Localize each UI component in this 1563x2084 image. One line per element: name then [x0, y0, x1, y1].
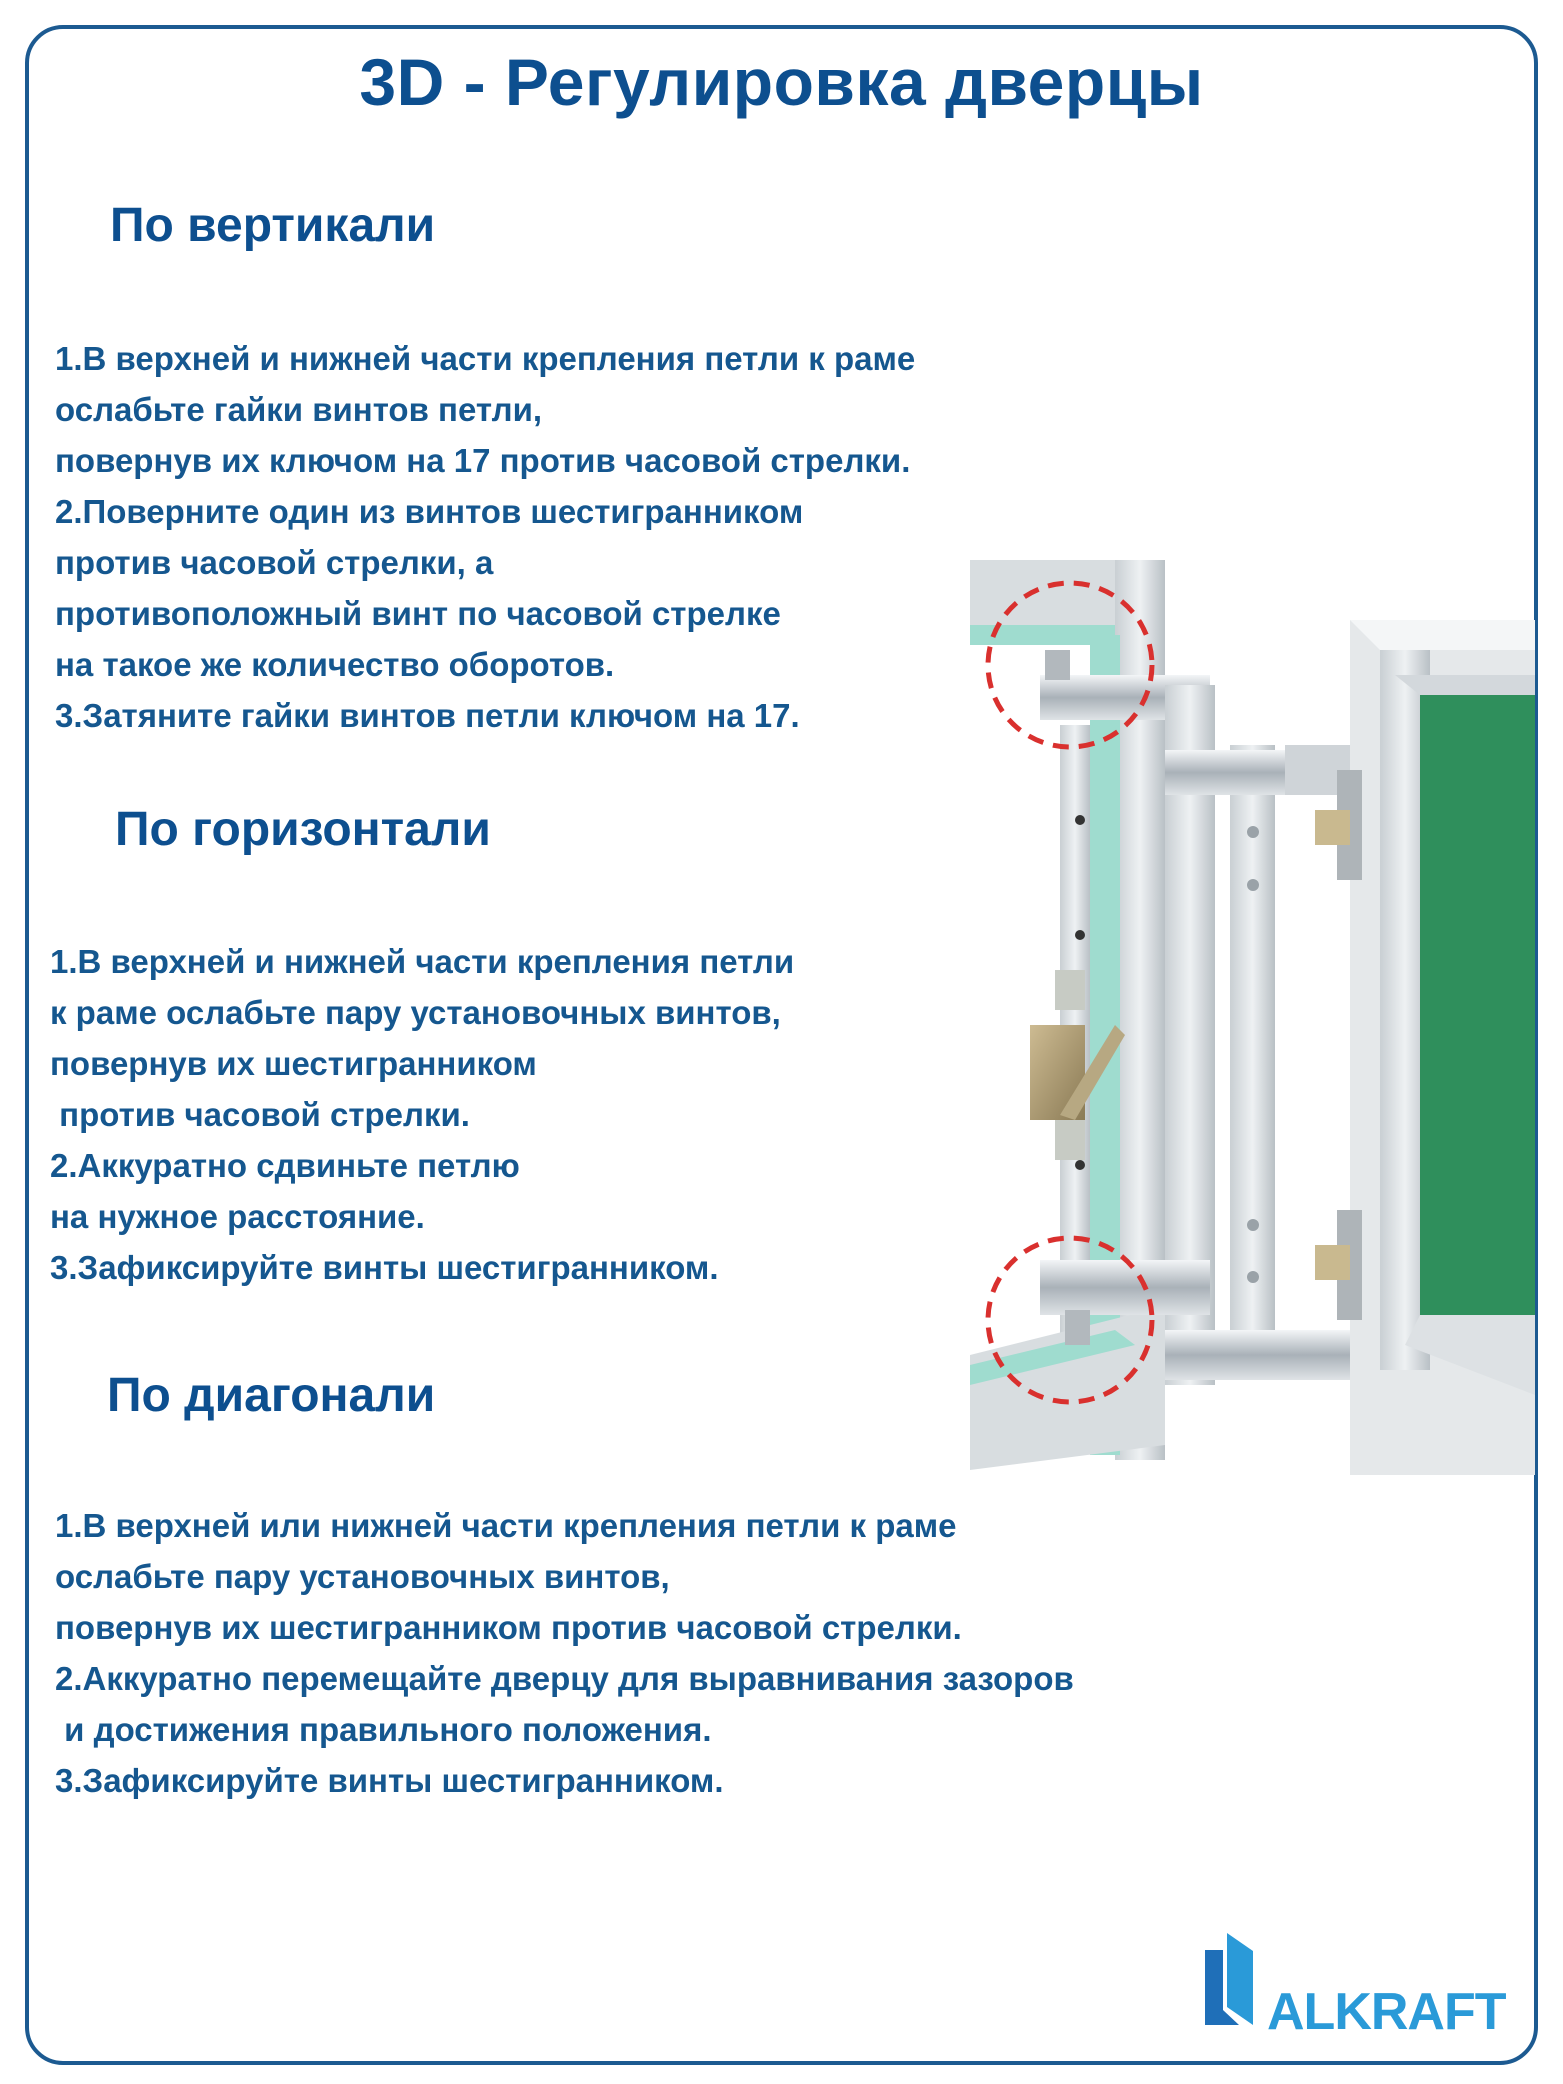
access-hatch-hinge-icon: [965, 555, 1535, 1475]
step-line: 2.Поверните один из винтов шестигранником: [55, 493, 804, 530]
step-line: 3.Зафиксируйте винты шестигранником.: [55, 1762, 724, 1799]
step-line: повернув их ключом на 17 против часовой стрелки.: [55, 442, 911, 479]
step-line: 1.В верхней и нижней части крепления петли к раме: [55, 340, 916, 377]
step-line: против часовой стрелки.: [50, 1096, 470, 1133]
hinge-illustration: [965, 555, 1535, 1475]
brand-logo: [1205, 1925, 1515, 2045]
steps-diagonal: [55, 1500, 1074, 1806]
page-title: 3D - Регулировка дверцы: [359, 45, 1204, 119]
steps-vertical: [55, 333, 915, 741]
step-line: ослабьте пару установочных винтов,: [55, 1558, 670, 1595]
step-line: и достижения правильного положения.: [55, 1711, 712, 1748]
step-line: 2.Аккуратно перемещайте дверцу для выравнивания зазоров: [55, 1660, 1074, 1697]
step-line: 3.Зафиксируйте винты шестигранником.: [50, 1249, 719, 1286]
building-logo-icon: [1205, 1925, 1275, 2035]
step-line: на такое же количество оборотов.: [55, 646, 615, 683]
step-line: 3.Затяните гайки винтов петли ключом на 17.: [55, 697, 800, 734]
section-heading-horizontal: По горизонтали: [115, 803, 491, 856]
section-heading-vertical: По вертикали: [110, 199, 436, 252]
step-line: 2.Аккуратно сдвиньте петлю: [50, 1147, 520, 1184]
step-line: повернув их шестигранником: [50, 1045, 537, 1082]
logo-text: ALKRAFT: [1267, 1983, 1506, 2041]
section-heading-diagonal: По диагонали: [107, 1369, 436, 1422]
steps-horizontal: [50, 936, 794, 1293]
step-line: 1.В верхней и нижней части крепления петли: [50, 943, 795, 980]
step-line: ослабьте гайки винтов петли,: [55, 391, 543, 428]
step-line: к раме ослабьте пару установочных винтов,: [50, 994, 781, 1031]
step-line: против часовой стрелки, а: [55, 544, 494, 581]
step-line: 1.В верхней или нижней части крепления петли к раме: [55, 1507, 957, 1544]
step-line: на нужное расстояние.: [50, 1198, 425, 1235]
step-line: противоположный винт по часовой стрелке: [55, 595, 781, 632]
step-line: повернув их шестигранником против часовой стрелки.: [55, 1609, 962, 1646]
